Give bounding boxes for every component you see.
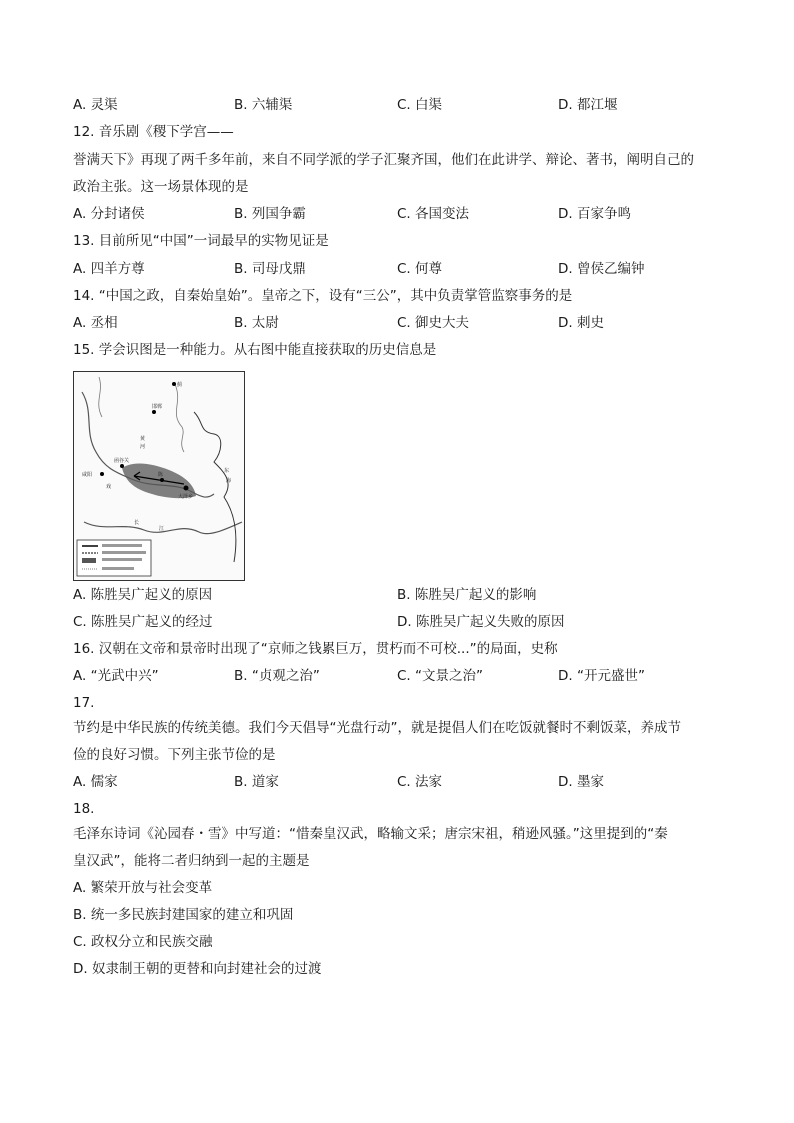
- q18-number: 18.: [73, 801, 95, 817]
- q18-stem-line1: 毛泽东诗词《沁园春・雪》中写道：“惜秦皇汉武，略输文采；唐宗宋祖，稍逊风骚。”这里提到的“秦: [73, 826, 668, 842]
- q12-option-c[interactable]: C. 各国变法: [397, 206, 470, 222]
- q15-option-a[interactable]: A. 陈胜吴广起义的原因: [73, 587, 213, 603]
- q14-option-c[interactable]: C. 御史大夫: [397, 315, 470, 331]
- label-dong: 东: [224, 468, 230, 474]
- q17-option-c[interactable]: C. 法家: [397, 774, 443, 790]
- q11-option-b[interactable]: B. 六辅渠: [234, 97, 293, 113]
- label-ji: 蓟: [177, 382, 183, 388]
- q17-option-b[interactable]: B. 道家: [234, 774, 279, 790]
- q14-stem: 14. “中国之政，自秦始皇始”。皇帝之下，设有“三公”，其中负责掌管监察事务的是: [73, 288, 573, 304]
- q16-stem: 16. 汉朝在文帝和景帝时出现了“京师之钱累巨万，贯朽而不可校...”的局面，史称: [73, 641, 558, 657]
- label-jiang: 江: [159, 526, 165, 532]
- label-hanguguan: 函谷关: [114, 458, 130, 464]
- q15-stem: 15. 学会识图是一种能力。从右图中能直接获取的历史信息是: [73, 342, 437, 358]
- q13-option-a[interactable]: A. 四羊方尊: [73, 261, 145, 277]
- q13-option-d[interactable]: D. 曾侯乙编钟: [558, 261, 645, 277]
- label-xi: 戏: [106, 484, 112, 490]
- q15-option-b[interactable]: B. 陈胜吴广起义的影响: [397, 587, 537, 603]
- uprising-map: [73, 371, 245, 581]
- q14-option-b[interactable]: B. 太尉: [234, 315, 279, 331]
- label-hai: 海: [226, 478, 232, 484]
- q13-option-b[interactable]: B. 司母戊鼎: [234, 261, 306, 277]
- q12-option-b[interactable]: B. 列国争霸: [234, 206, 306, 222]
- q18-option-b[interactable]: B. 统一多民族封建国家的建立和巩固: [73, 907, 294, 923]
- q14-option-a[interactable]: A. 丞相: [73, 315, 118, 331]
- label-he: 河: [140, 444, 146, 450]
- map-drawing: [74, 372, 244, 580]
- q11-option-a[interactable]: A. 灵渠: [73, 97, 118, 113]
- label-handan: 邯郸: [152, 404, 163, 410]
- coastline: [194, 412, 236, 562]
- q14-option-d[interactable]: D. 刺史: [558, 315, 604, 331]
- q15-option-d[interactable]: D. 陈胜吴广起义失败的原因: [397, 614, 565, 630]
- label-chang: 长: [134, 520, 140, 526]
- q16-option-b[interactable]: B. “贞观之治”: [234, 668, 320, 684]
- q17-stem-line2: 俭的良好习惯。下列主张节俭的是: [73, 747, 276, 763]
- label-xianyang: 咸阳: [82, 472, 93, 478]
- q18-option-c[interactable]: C. 政权分立和民族交融: [73, 934, 213, 950]
- q12-stem-line2: 誉满天下》再现了两千多年前，来自不同学派的学子汇聚齐国，他们在此讲学、辩论、著书，阐明自己的: [73, 152, 694, 168]
- q12-stem-line3: 政治主张。这一场景体现的是: [73, 179, 249, 195]
- q16-option-c[interactable]: C. “文景之治”: [397, 668, 483, 684]
- label-chen: 陈: [158, 472, 164, 478]
- q11-option-d[interactable]: D. 都江堰: [558, 97, 618, 113]
- q12-option-a[interactable]: A. 分封诸侯: [73, 206, 145, 222]
- q17-option-d[interactable]: D. 墨家: [558, 774, 604, 790]
- q17-stem-line1: 节约是中华民族的传统美德。我们今天倡导“光盘行动”，就是提倡人们在吃饭就餐时不剩饭菜，养成节: [73, 720, 681, 736]
- uprising-area: [122, 464, 196, 499]
- label-huang: 黄: [140, 436, 146, 442]
- q18-option-d[interactable]: D. 奴隶制王朝的更替和向封建社会的过渡: [73, 961, 322, 977]
- q16-option-a[interactable]: A. “光武中兴”: [73, 668, 159, 684]
- q11-option-c[interactable]: C. 白渠: [397, 97, 443, 113]
- q18-option-a[interactable]: A. 繁荣开放与社会变革: [73, 880, 213, 896]
- q17-option-a[interactable]: A. 儒家: [73, 774, 118, 790]
- q13-option-c[interactable]: C. 何尊: [397, 261, 443, 277]
- q18-stem-line2: 皇汉武”，能将二者归纳到一起的主题是: [73, 853, 310, 869]
- q13-stem: 13. 目前所见“中国”一词最早的实物见证是: [73, 233, 329, 249]
- q17-number: 17.: [73, 695, 95, 711]
- q16-option-d[interactable]: D. “开元盛世”: [558, 668, 645, 684]
- q12-option-d[interactable]: D. 百家争鸣: [558, 206, 631, 222]
- q15-option-c[interactable]: C. 陈胜吴广起义的经过: [73, 614, 213, 630]
- q12-stem-line1: 12. 音乐剧《稷下学宫——: [73, 124, 234, 140]
- label-dazexiang: 大泽乡: [178, 494, 194, 500]
